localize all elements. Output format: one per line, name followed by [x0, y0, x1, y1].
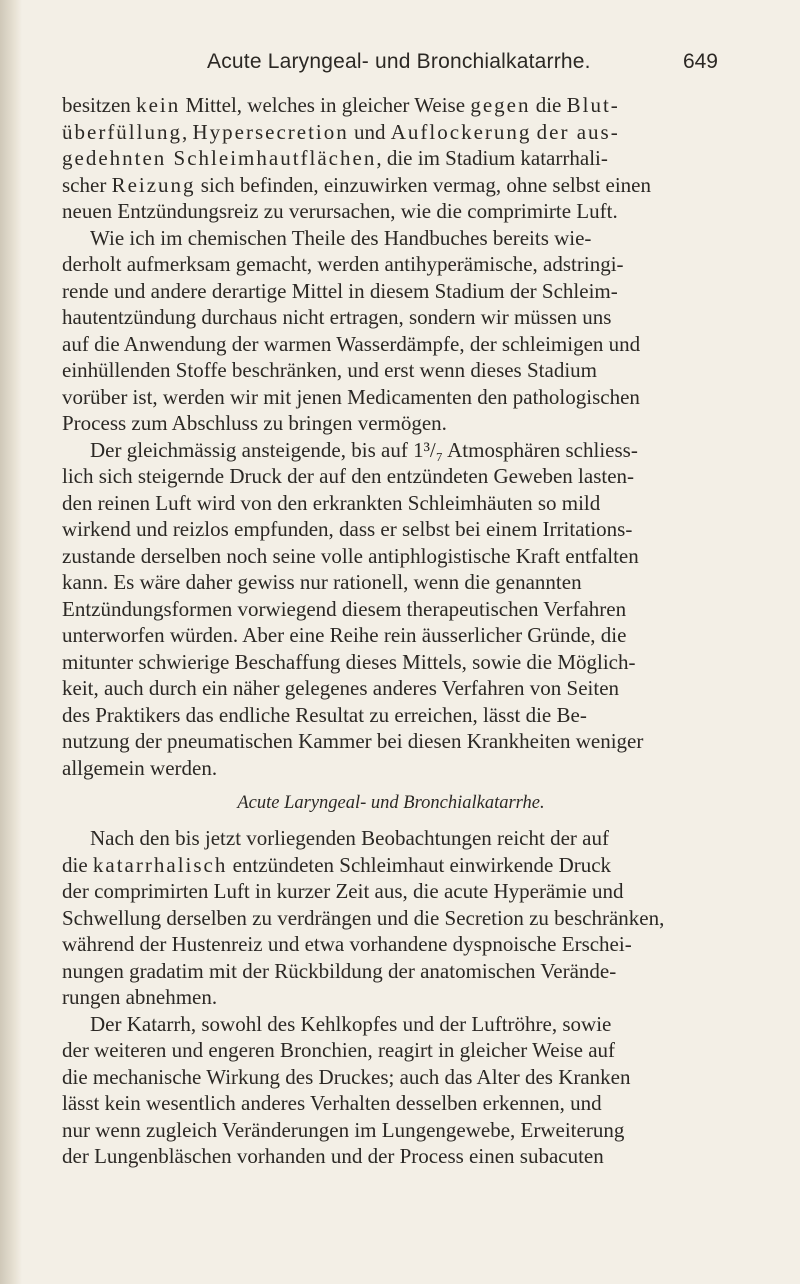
section-subheading: Acute Laryngeal- und Bronchialkatarrhe.	[237, 793, 545, 813]
text-line: der comprimirten Luft in kurzer Zeit aus, die acute Hyperämie und	[62, 879, 624, 903]
emphasis: Hypersecretion	[192, 119, 349, 144]
text-line: keit, auch durch ein näher gelegenes anderes Verfahren von Seiten	[62, 676, 620, 700]
text-line: unterworfen würden. Aber eine Reihe rein äusserlicher Gründe, die	[62, 623, 627, 647]
text-line: der Lungenbläschen vorhanden und der Process einen subacuten	[62, 1144, 604, 1168]
text-line: rende und andere derartige Mittel in diesem Stadium der Schleim-	[62, 278, 618, 303]
text-line: Der gleichmässig ansteigende, bis auf 1³/₇ Atmosphären schliess-	[90, 437, 638, 462]
paragraph-2	[62, 225, 720, 437]
text-line: Nach den bis jetzt vorliegenden Beobachtungen reicht der auf	[90, 826, 609, 850]
text-line: vorüber ist, werden wir mit jenen Medicamenten den pathologischen	[62, 384, 640, 409]
text-line: Process zum Abschluss zu bringen vermögen.	[62, 411, 447, 435]
text-line: rungen abnehmen.	[62, 985, 218, 1009]
text-line: auf die Anwendung der warmen Wasserdämpfe, der schleimigen und	[62, 331, 641, 356]
text-line: hautentzündung durchaus nicht ertragen, sondern wir müssen uns	[62, 305, 612, 329]
text-line: die mechanische Wirkung des Druckes; auch das Alter des Kranken	[62, 1064, 631, 1089]
text-line: besitzen kein Mittel, welches in gleicher Weise gegen die Blut-	[62, 93, 620, 117]
text-line: lässt kein wesentlich anderes Verhalten desselben erkennen, und	[62, 1091, 602, 1115]
emphasis: kein	[136, 93, 181, 117]
paragraph-1	[62, 92, 720, 225]
text-line: Wie ich im chemischen Theile des Handbuches bereits wie-	[90, 225, 592, 250]
text-line: neuen Entzündungsreiz zu verursachen, wie die comprimirte Luft.	[62, 199, 618, 223]
emphasis: überfüllung	[62, 119, 182, 144]
emphasis: gegen	[470, 93, 531, 117]
emphasis: katarrhalisch	[92, 852, 228, 877]
text-line: des Praktikers das endliche Resultat zu erreichen, lässt die Be-	[62, 702, 587, 727]
text-line: überfüllung, Hypersecretion und Auflockerung der aus-	[62, 119, 620, 144]
text-line: nutzung der pneumatischen Kammer bei diesen Krankheiten weniger	[62, 729, 644, 753]
page-number: 649	[682, 50, 718, 73]
page-binding-shadow	[0, 0, 22, 1284]
text-line: Entzündungsformen vorwiegend diesem therapeutischen Verfahren	[62, 596, 627, 621]
text-line: zustande derselben noch seine volle antiphlogistische Kraft entfalten	[62, 543, 639, 568]
page-header	[62, 50, 718, 80]
text-line: allgemein werden.	[62, 755, 218, 780]
text-line: die katarrhalisch entzündeten Schleimhaut einwirkende Druck	[62, 852, 612, 877]
emphasis: der aus-	[536, 119, 620, 144]
paragraph-4	[62, 825, 720, 1011]
text-line: einhüllenden Stoffe beschränken, und erst wenn dieses Stadium	[62, 358, 597, 382]
text-line: der weiteren und engeren Bronchien, reagirt in gleicher Weise auf	[62, 1038, 616, 1062]
text-line: wirkend und reizlos empfunden, dass er selbst bei einem Irritations-	[62, 517, 633, 541]
running-title: Acute Laryngeal- und Bronchialkatarrhe.	[207, 50, 591, 73]
paragraph-5	[62, 1011, 720, 1170]
text-line: nungen gradatim mit der Rückbildung der anatomischen Verände-	[62, 958, 617, 983]
text-line: gedehnten Schleimhautflächen, die im Stadium katarrhali-	[62, 146, 608, 170]
text-line: mitunter schwierige Beschaffung dieses Mittels, sowie die Möglich-	[62, 649, 636, 674]
emphasis: Auflockerung	[390, 119, 532, 144]
text-line: scher Reizung sich befinden, einzuwirken vermag, ohne selbst einen	[62, 172, 651, 197]
emphasis: Reizung	[111, 172, 196, 197]
emphasis: Blut-	[566, 93, 620, 117]
text-line: lich sich steigernde Druck der auf den entzündeten Geweben lasten-	[62, 464, 635, 488]
emphasis: gedehnten Schleimhautflächen	[62, 146, 377, 170]
paragraph-3	[62, 437, 720, 782]
text-line: Der Katarrh, sowohl des Kehlkopfes und der Luftröhre, sowie	[90, 1011, 612, 1036]
body-text	[62, 92, 720, 1170]
text-line: derholt aufmerksam gemacht, werden antihyperämische, adstringi-	[62, 252, 624, 276]
text-line: nur wenn zugleich Veränderungen im Lungengewebe, Erweiterung	[62, 1117, 625, 1142]
text-line: Schwellung derselben zu verdrängen und die Secretion zu beschränken,	[62, 905, 665, 930]
text-line: kann. Es wäre daher gewiss nur rationell, wenn die genannten	[62, 570, 582, 594]
text-line: den reinen Luft wird von den erkrankten Schleimhäuten so mild	[62, 490, 601, 515]
text-line: während der Hustenreiz und etwa vorhandene dyspnoische Erschei-	[62, 932, 632, 956]
